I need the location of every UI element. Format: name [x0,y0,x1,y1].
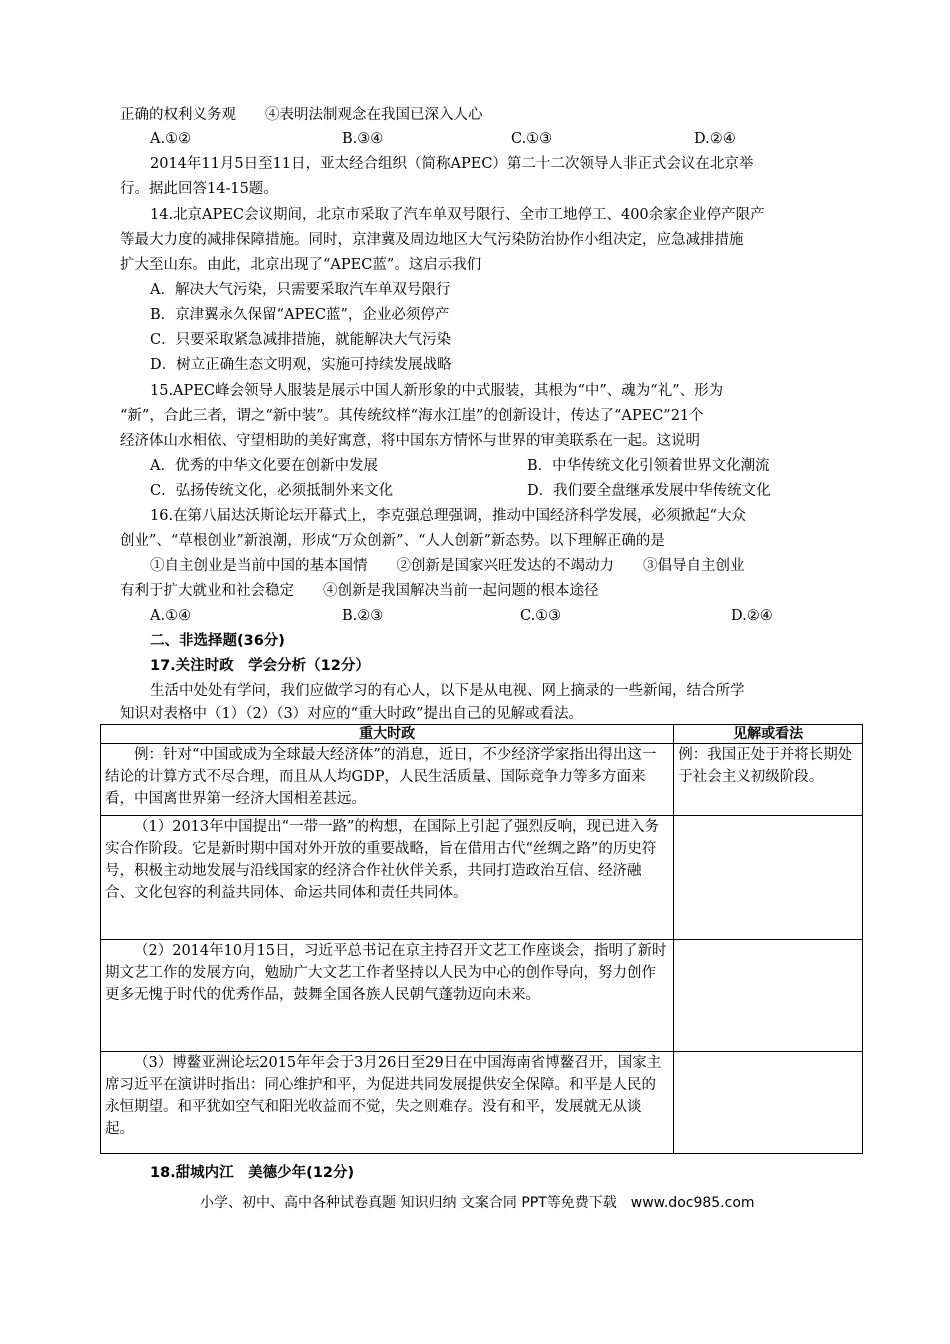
table-row [101,816,863,940]
option-a: A．解决大气污染，只需要采取汽车单双号限行 [150,282,451,298]
answer-cell[interactable] [674,1052,863,1154]
question-15: 15.APEC峰会领导人服装是展示中国人新形象的中式服装，其根为“中”、魂为“礼”、形为 [150,383,724,399]
option-a: A．优秀的中华文化要在创新中发展 [150,458,378,474]
text-line: 生活中处处有学问，我们应做学习的有心人，以下是从电视、网上摘录的一些新闻，结合所学 [150,683,745,699]
event-text: （1）2013年中国提出“一带一路”的构想，在国际上引起了强烈反响，现已进入务实合作阶段。它是新时期中国对外开放的重要战略，旨在借用古代“丝绸之路”的历史符号，积极主动地发展与沿线国家的经济合作社伙伴关系，共同打造政治互信、经济融合、文化包容的利益共同体、命运共同体和责任共同体。 [105,819,659,901]
text-line: ①自主创业是当前中国的基本国情 ②创新是国家兴旺发达的不竭动力 ③倡导自主创业 [150,558,745,574]
text-line: 扩大至山东。由此，北京出现了“APEC蓝”。这启示我们 [120,257,482,273]
event-text: 例：针对“中国或成为全球最大经济体”的消息，近日，不少经济学家指出得出这一结论的计算方式不尽合理，而且从人均GDP，人民生活质量、国际竞争力等多方面来看，中国离世界第一经济大国相差甚远。 [105,747,657,807]
text-line: 有利于扩大就业和社会稳定 ④创新是我国解决当前一起问题的根本途径 [120,583,599,599]
table-cell [101,940,674,1052]
event-text: （3）博鳌亚洲论坛2015年年会于3月26日至29日在中国海南省博鳌召开，国家主席习近平在演讲时指出：同心维护和平，为促进共同发展提供安全保障。和平是人民的永恒期望。和平犹如空气和阳光收益而不觉，失之则难存。没有和平，发展就无从谈起。 [105,1055,662,1137]
table-cell: 例：我国正处于并将长期处于社会主义初级阶段。 [674,744,863,816]
section-heading: 二、非选择题(36分) [150,633,285,649]
table-cell [101,744,674,816]
news-table [100,724,863,1154]
text-line: “新”，合此三者，谓之“新中装”。其传统纹样“海水江崖”的创新设计，传达了“APEC”21个 [120,408,704,424]
question-16: 16.在第八届达沃斯论坛开幕式上，李克强总理强调，推动中国经济科学发展，必须掀起“大众 [150,508,746,524]
option-b: B．京津翼永久保留“APEC蓝”，企业必须停产 [150,307,450,323]
option-c: C.①③ [520,608,562,624]
text-line: 创业”、“草根创业”新浪潮，形成“万众创新”、“人人创新”新态势。以下理解正确的是 [120,533,665,549]
option-c: C．只要采取紧急减排措施，就能解决大气污染 [150,332,452,348]
table-cell [101,816,674,940]
option-b: B.②③ [342,608,384,624]
text-line: 经济体山水相依、守望相助的美好寓意，将中国东方情怀与世界的审美联系在一起。这说明 [120,433,700,449]
question-17-title: 17.关注时政 学会分析（12分） [150,658,370,674]
text-line: 2014年11月5日至11日，亚太经合组织（简称APEC）第二十二次领导人非正式会议在北京举 [150,156,754,172]
text-line: 行。据此回答14-15题。 [120,181,278,197]
option-c: C.①③ [511,131,553,147]
option-c: C．弘扬传统文化，必须抵制外来文化 [150,483,394,499]
table-row [101,744,863,816]
option-d: D.②④ [731,608,773,624]
column-header: 重大时政 [101,725,674,744]
option-d: D．树立正确生态文明观，实施可持续发展战略 [150,357,452,373]
option-d: D.②④ [694,131,736,147]
text-line: 正确的权利义务观 ④表明法制观念在我国已深入人心 [120,107,483,123]
event-text: （2）2014年10月15日，习近平总书记在京主持召开文艺工作座谈会，指明了新时期文艺工作的发展方向，勉励广大文艺工作者坚持以人民为中心的创作导向，努力创作更多无愧于时代的优秀作品，鼓舞全国各族人民朝气蓬勃迈向未来。 [105,943,667,1003]
table-row [101,940,863,1052]
table-header-row [101,725,863,744]
question-18-title: 18.甜城内江 美德少年(12分) [150,1165,355,1181]
page-footer: 小学、初中、高中各种试卷真题 知识归纳 文案合同 PPT等免费下载 www.doc985.com [200,1195,755,1211]
column-header: 见解或看法 [674,725,863,744]
option-a: A.①② [150,131,192,147]
question-14: 14.北京APEC会议期间，北京市采取了汽车单双号限行、全市工地停工、400余家企业停产限产 [150,207,765,223]
answer-cell[interactable] [674,816,863,940]
option-d: D．我们要全盘继承发展中华传统文化 [527,483,771,499]
option-b: B.③④ [342,131,384,147]
text-line: 等最大力度的减排保障措施。同时，京津冀及周边地区大气污染防治协作小组决定，应急减排措施 [120,232,744,248]
text-line: 知识对表格中（1）（2）（3）对应的“重大时政”提出自己的见解或看法。 [120,706,583,722]
option-b: B．中华传统文化引领着世界文化潮流 [527,458,770,474]
answer-cell[interactable] [674,940,863,1052]
table-cell [101,1052,674,1154]
table-row [101,1052,863,1154]
option-a: A.①④ [150,608,192,624]
